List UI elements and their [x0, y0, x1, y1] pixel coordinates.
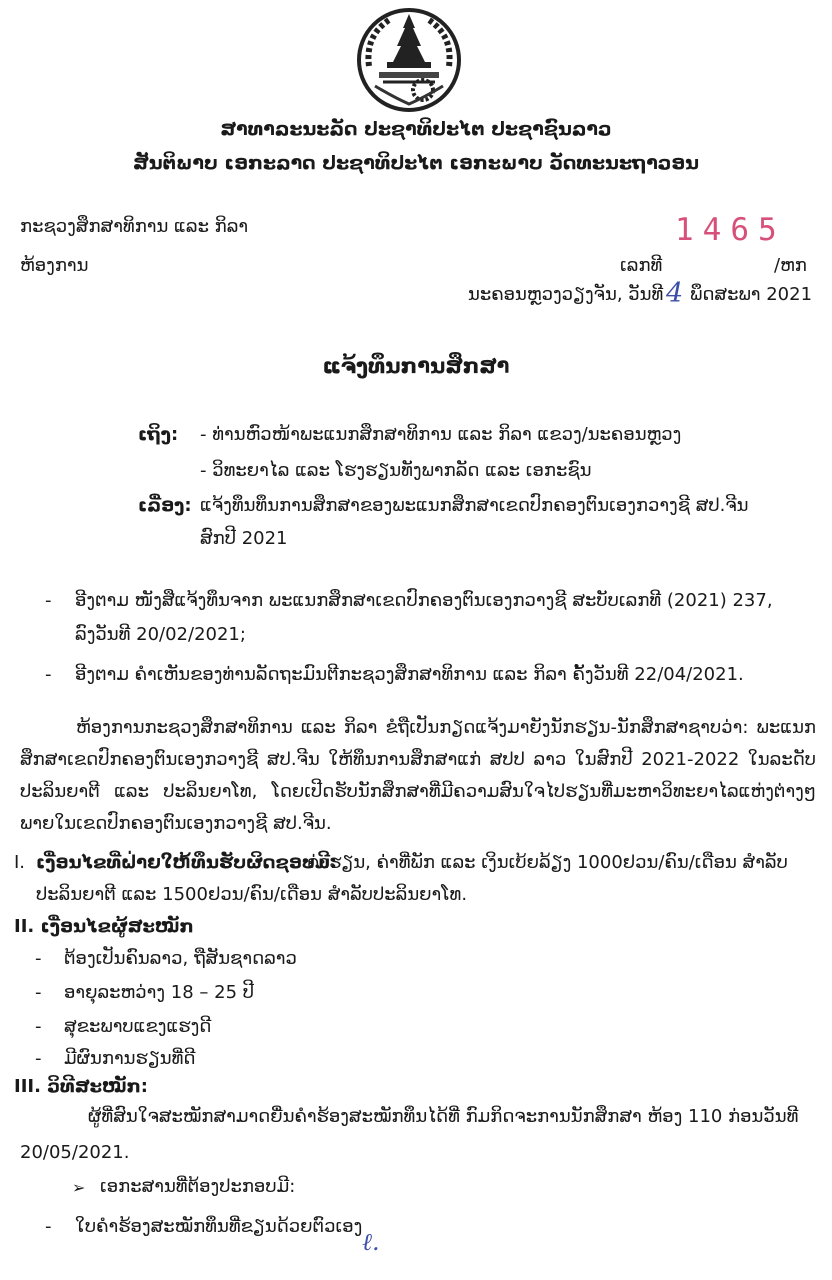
list-dash: - [35, 948, 42, 969]
addressee-2: - ວິທະຍາໄລ ແລະ ໂຮງຮຽນທັງພາກລັດ ແລະ ເອກະຊົນ [200, 460, 592, 481]
section-1-number: I. [14, 852, 26, 873]
subject-label: ເລື່ອງ: [138, 495, 192, 516]
body-paragraph: ຫ້ອງການກະຊວງສຶກສາທິການ ແລະ ກິລາ ຂໍຖືເປັນກຽດແຈ້ງມາຍັງນັກຮຽນ-ນັກສຶກສາຊາບວ່າ: ພະແນກສຶກສາເຂດປົກຄອງຕົນເອງກວາງຊີ ສປ.ຈີນ ໃຫ້ທຶນການສຶກສາແກ່ ສປປ ລາວ ໃນສົກປີ 2021-2022 ໃນລະດັບປະລິນຍາຕີ ແລະ ປະລິນຍາໂທ, ໂດຍເປີດຮັບນັກສຶກສາທີ່ມີຄວາມສົນໃຈໄປຮຽນທີ່ມະຫາວິທະຍາໄລແຫ່ງຕ່າງໆພາຍໃນເຂດປົກຄອງຕົນເອງກວາງຊີ ສປ.ຈີນ. [20, 717, 816, 834]
national-motto: ສັນຕິພາບ ເອກະລາດ ປະຊາທິປະໄຕ ເອກະພາບ ວັດທະນະຖາວອນ [133, 152, 699, 174]
list-dash: - [45, 1216, 52, 1237]
list-dash: - [35, 1048, 42, 1069]
section-1-heading: ເງື່ອນໄຂທີ່ຝ່າຍໃຫ້ທຶນຮັບຜິດຊອບມີ: [36, 852, 338, 873]
reference-dash: - [45, 590, 52, 611]
sender-office: ຫ້ອງການ [20, 255, 89, 276]
requirement-item: ຕ້ອງເປັນຄົນລາວ, ຖືສັນຊາດລາວ [64, 948, 297, 969]
requirement-item: ອາຍຸລະຫວ່າງ 18 – 25 ປີ [64, 982, 254, 1003]
reference-1-line-1: ອີງຕາມ ໜັງສືແຈ້ງທຶນຈາກ ພະແນກສຶກສາເຂດປົກຄອງຕົນເອງກວາງຊີ ສະບັບເລກທີ (2021) 237, [75, 590, 773, 611]
addressee-1: - ທ່ານຫົວໜ້າພະແນກສຶກສາທິການ ແລະ ກິລາ ແຂວງ/ນະຄອນຫຼວງ [200, 424, 682, 445]
handwritten-day: 4 [666, 278, 684, 309]
section-3-heading: III. ວິທີສະໝັກ: [14, 1076, 148, 1097]
republic-name: ສາທາລະນະລັດ ປະຊາທິປະໄຕ ປະຊາຊົນລາວ [220, 118, 612, 140]
reference-dash: - [45, 664, 52, 685]
section-2-heading: II. ເງື່ອນໄຂຜູ້ສະໝັກ [14, 916, 194, 937]
section-1-text-1: ຄ່າຮຽນ, ຄ່າທີ່ພັກ ແລະ ເງິນເບ້ຍລ້ຽງ 1000ຢວນ/ຄົນ/ເດືອນ ສຳລັບ [307, 852, 788, 873]
to-label: ເຖິງ: [138, 424, 179, 445]
arrow-bullet-icon: ➢ [72, 1178, 86, 1197]
document-title: ແຈ້ງທຶນການສຶກສາ [322, 354, 510, 378]
subject-line-2: ສົກປີ 2021 [200, 528, 288, 549]
requirement-item: ມີຜົນການຮຽນທີ່ດີ [64, 1048, 196, 1069]
list-dash: - [35, 1016, 42, 1037]
subject-line-1: ແຈ້ງທຶນທຶນການສຶກສາຂອງພະແນກສຶກສາເຂດປົກຄອງຕົນເອງກວາງຊີ ສປ.ຈີນ [200, 495, 749, 516]
national-emblem-seal [355, 6, 463, 112]
number-suffix: /ຫກ [774, 255, 807, 276]
document-item: ໃບຄຳຮ້ອງສະໝັກທຶນທີ່ຂຽນດ້ວຍຕົວເອງ [75, 1216, 363, 1237]
handwritten-initial: ℓ. [362, 1228, 380, 1256]
section-3-text-1: ຜູ້ທີ່ສົນໃຈສະໝັກສາມາດຍື່ນຄຳຮ້ອງສະໝັກທຶນໄດ້ທີ່ ກົມກິດຈະການນັກສຶກສາ ຫ້ອງ 110 ກ່ອນວັນທີ [88, 1106, 799, 1127]
requirement-item: ສຸຂະພາບແຂງແຮງດີ [64, 1016, 212, 1037]
date-month-year: ພຶດສະພາ 2021 [690, 284, 813, 305]
section-3-text-2: 20/05/2021. [20, 1142, 130, 1163]
documents-heading: ເອກະສານທີ່ຕ້ອງປະກອບມີ: [100, 1176, 296, 1197]
sender-ministry: ກະຊວງສຶກສາທິການ ແລະ ກິລາ [20, 216, 249, 237]
document-number: 1465 [675, 212, 786, 248]
list-dash: - [35, 982, 42, 1003]
reference-2: ອີງຕາມ ຄຳເຫັນຂອງທ່ານລັດຖະມົນຕີກະຊວງສຶກສາທິການ ແລະ ກິລາ ຄັ້ງວັນທີ 22/04/2021. [75, 664, 744, 685]
reference-1-line-2: ລົງວັນທີ 20/02/2021; [75, 624, 246, 645]
section-1-text-2: ປະລິນຍາຕີ ແລະ 1500ຢວນ/ຄົນ/ເດືອນ ສຳລັບປະລິນຍາໂທ. [36, 884, 468, 905]
date-place: ນະຄອນຫຼວງວຽງຈັນ, ວັນທີ [468, 284, 664, 305]
number-label: ເລກທີ [620, 255, 663, 276]
